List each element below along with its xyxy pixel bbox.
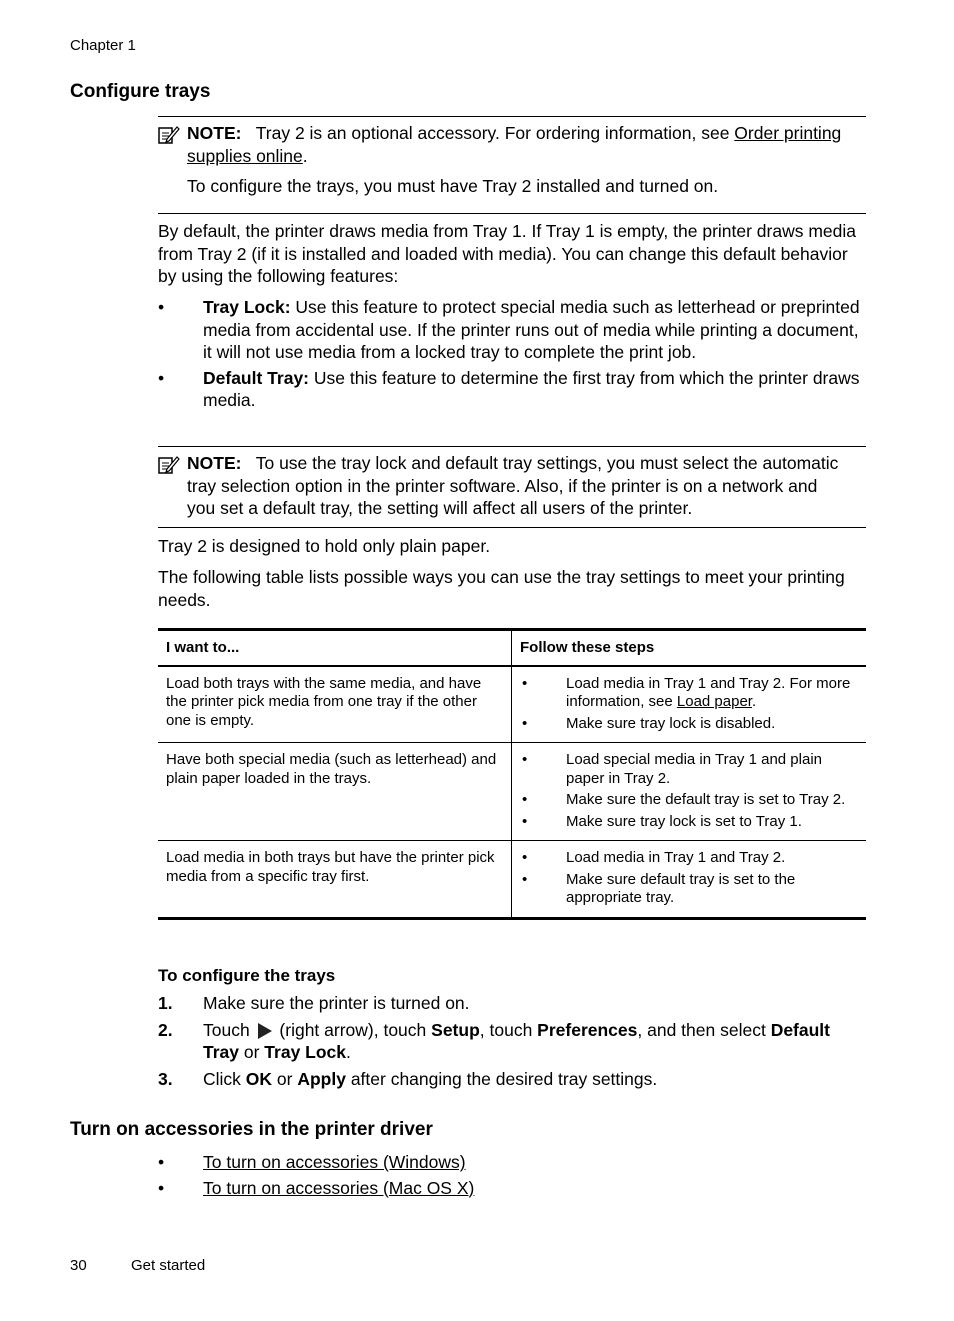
tray-settings-table-wrapper (158, 628, 866, 920)
list-item: • Make sure default tray is set to the appropriate tray. (522, 870, 796, 906)
table-cell-want: Have both special media (such as letterhead) and plain paper loaded in the trays. (158, 743, 512, 841)
note2-body: To use the tray lock and default tray settings, you must select the automatic tray selection option in the printer software. Also, if the printer is on a network and you set a default tray, the setting will affect all users of the printer. (187, 453, 839, 518)
list-item: 2. Touch (right arrow), touch Setup, touch Preferences, and then select Default Tray or Tray Lock. (158, 1019, 830, 1062)
table-row (158, 841, 866, 919)
feature-desc: Use this feature to determine the first tray from which the printer draws media. (203, 367, 860, 410)
list-item: • Load media in Tray 1 and Tray 2. For more information, see Load paper. (522, 674, 851, 710)
feature-term: Default Tray: (203, 367, 309, 388)
note-pencil-icon (158, 125, 180, 145)
list-item: • Tray Lock: Use this feature to protect special media such as letterhead or preprinted media from accidental use. If the printer runs out of media while printing a document, it will not use media from a locked tray to complete the print job. (158, 297, 860, 362)
load-paper-link[interactable]: Load paper (676, 693, 752, 710)
list-item: • Make sure tray lock is disabled. (522, 714, 776, 732)
footer-section: Get started (131, 1257, 206, 1274)
features-list (158, 296, 866, 412)
section-title-configure-trays: Configure trays (70, 81, 211, 102)
table-cell-want: Load both trays with the same media, and have the printer pick media from one tray if the other one is empty. (158, 666, 512, 743)
windows-accessories-link[interactable]: To turn on accessories (Windows) (203, 1152, 466, 1172)
accessories-links-list (158, 1151, 866, 1199)
note-box-tray-lock (158, 446, 866, 528)
note-box-optional-accessory (158, 116, 866, 214)
page-number: 30 (70, 1257, 87, 1274)
column-header: I want to... (158, 630, 512, 666)
list-item: • Make sure tray lock is set to Tray 1. (522, 812, 802, 830)
list-item: • Load special media in Tray 1 and plain paper in Tray 2. (522, 751, 822, 787)
procedure-steps (158, 992, 866, 1094)
table-intro-paragraph: The following table lists possible ways you can use the tray settings to meet your printing needs. (158, 567, 845, 610)
note1-body: Tray 2 is an optional accessory. For ordering information, see (255, 123, 735, 143)
list-item: • Make sure the default tray is set to Tray 2. (522, 791, 846, 808)
note1-text (187, 122, 847, 167)
list-item: 1. Make sure the printer is turned on. (158, 993, 470, 1013)
note1-period: . (302, 145, 308, 166)
list-item: • Default Tray: Use this feature to determine the first tray from which the printer draws media. (158, 367, 860, 410)
mac-accessories-link[interactable]: To turn on accessories (Mac OS X) (203, 1177, 475, 1198)
tray2-paragraph: Tray 2 is designed to hold only plain paper. (158, 536, 491, 556)
note1-para2: To configure the trays, you must have Tray 2 installed and turned on. (187, 176, 719, 196)
note2-text (187, 452, 847, 520)
column-header: Follow these steps (512, 630, 867, 666)
tray-settings-table (158, 628, 866, 920)
table-cell-steps (512, 743, 867, 841)
list-item: • To turn on accessories (Mac OS X) (158, 1177, 475, 1198)
list-item: • Load media in Tray 1 and Tray 2. (522, 849, 786, 866)
table-cell-steps (512, 666, 867, 743)
table-cell-want: Load media in both trays but have the printer pick media from a specific tray first. (158, 841, 512, 919)
feature-desc: Use this feature to protect special media such as letterhead or preprinted media from accidental use. If the printer runs out of media while printing a document, it will not use media from a locked tray to complete the print job. (203, 297, 860, 362)
list-item: 3. Click OK or Apply after changing the desired tray settings. (158, 1068, 658, 1089)
feature-term: Tray Lock: (203, 297, 291, 317)
chapter-header: Chapter 1 (70, 37, 136, 54)
section-title-turn-on-accessories: Turn on accessories in the printer driver (70, 1119, 433, 1140)
right-arrow-icon (258, 1023, 272, 1039)
intro-paragraph: By default, the printer draws media from Tray 1. If Tray 1 is empty, the printer draws media from Tray 2 (if it is installed and loaded with media). You can change this default behavior by using the following features: (158, 221, 857, 286)
note-pencil-icon (158, 455, 180, 475)
table-cell-steps (512, 841, 867, 919)
table-row (158, 743, 866, 841)
note2-label: NOTE: (187, 453, 242, 473)
procedure-title: To configure the trays (158, 966, 336, 985)
list-item: • To turn on accessories (Windows) (158, 1152, 466, 1172)
order-supplies-link[interactable]: Order printing supplies online (187, 123, 842, 166)
table-row (158, 666, 866, 743)
note1-label: NOTE: (187, 123, 242, 143)
table-header-row (158, 630, 866, 666)
